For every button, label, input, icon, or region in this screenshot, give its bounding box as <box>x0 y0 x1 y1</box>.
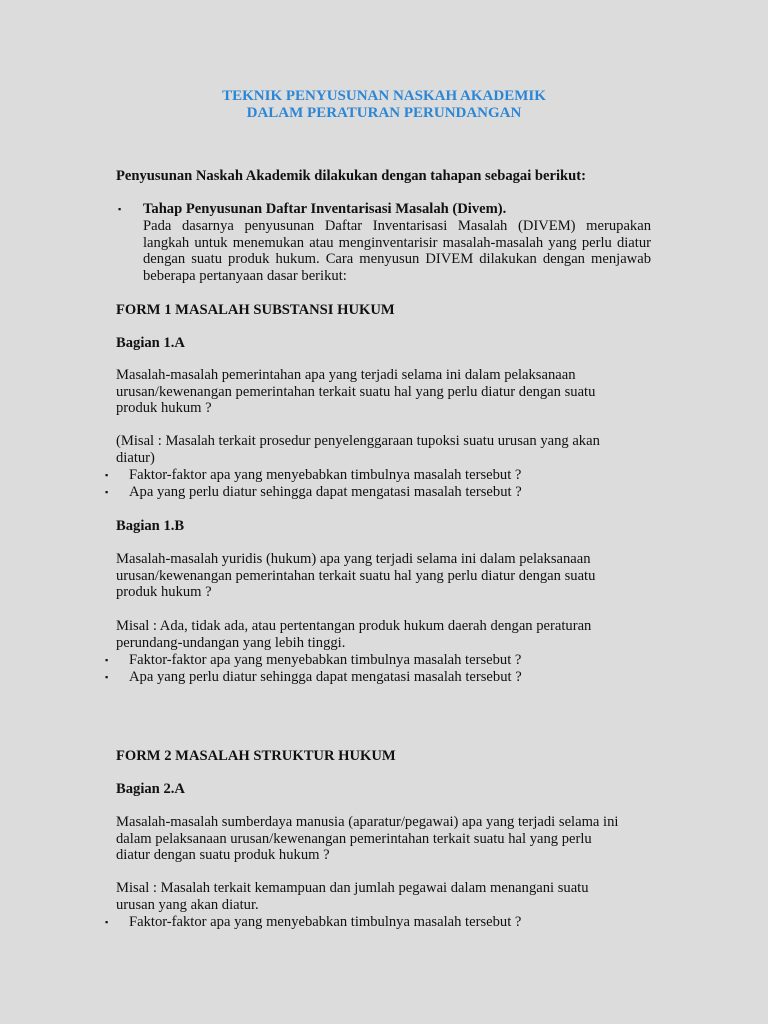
bagian-1a-line-1: Masalah-masalah pemerintahan apa yang terjadi selama ini dalam pelaksanaan <box>116 367 576 383</box>
tahap-heading: Tahap Penyusunan Daftar Inventarisasi Masalah (Divem). <box>143 201 507 217</box>
bagian-2a-bullet-1: Faktor-faktor apa yang menyebabkan timbulnya masalah tersebut ? <box>129 914 522 930</box>
document-title-line-1: TEKNIK PENYUSUNAN NASKAH AKADEMIK <box>222 88 546 104</box>
bagian-2a-misal-1: Misal : Masalah terkait kemampuan dan jumlah pegawai dalam menangani suatu <box>116 880 589 896</box>
bagian-1b-line-3: produk hukum ? <box>116 584 212 600</box>
bagian-1a-bullet-1: Faktor-faktor apa yang menyebabkan timbulnya masalah tersebut ? <box>129 467 522 483</box>
bagian-2a-misal-2: urusan yang akan diatur. <box>116 897 259 913</box>
bagian-2a-line-1: Masalah-masalah sumberdaya manusia (aparatur/pegawai) apa yang terjadi selama ini <box>116 814 619 830</box>
bagian-2a-line-3: diatur dengan suatu produk hukum ? <box>116 847 330 863</box>
tahap-bullet-icon: ▪ <box>118 204 122 214</box>
bagian-1a-misal-2: diatur) <box>116 450 155 466</box>
form2-heading: FORM 2 MASALAH STRUKTUR HUKUM <box>116 748 396 764</box>
bagian-1a-heading: Bagian 1.A <box>116 335 185 351</box>
bagian-1b-misal-1: Misal : Ada, tidak ada, atau pertentangan produk hukum daerah dengan peraturan <box>116 618 592 634</box>
bullet-icon: ▪ <box>105 655 109 665</box>
intro-text: Penyusunan Naskah Akademik dilakukan dengan tahapan sebagai berikut: <box>116 168 586 184</box>
tahap-body: Pada dasarnya penyusunan Daftar Inventarisasi Masalah (DIVEM) merupakan langkah untuk menemukan atau menginventarisir masalah-masalah yang perlu diatur dengan suatu produk hukum. Cara menyusun DIVEM dilakukan dengan menjawab beberapa pertanyaan dasar berikut: <box>143 218 651 284</box>
bagian-1a-line-3: produk hukum ? <box>116 400 212 416</box>
bagian-1b-bullet-2: Apa yang perlu diatur sehingga dapat mengatasi masalah tersebut ? <box>129 669 522 685</box>
bagian-1b-line-1: Masalah-masalah yuridis (hukum) apa yang terjadi selama ini dalam pelaksanaan <box>116 551 591 567</box>
bagian-2a-line-2: dalam pelaksanaan urusan/kewenangan pemerintahan terkait suatu hal yang perlu <box>116 831 592 847</box>
bullet-icon: ▪ <box>105 487 109 497</box>
form1-heading: FORM 1 MASALAH SUBSTANSI HUKUM <box>116 302 395 318</box>
bagian-1b-line-2: urusan/kewenangan pemerintahan terkait suatu hal yang perlu diatur dengan suatu <box>116 568 596 584</box>
bagian-1a-bullet-2: Apa yang perlu diatur sehingga dapat mengatasi masalah tersebut ? <box>129 484 522 500</box>
bagian-2a-heading: Bagian 2.A <box>116 781 185 797</box>
bagian-1a-misal-1: (Misal : Masalah terkait prosedur penyelenggaraan tupoksi suatu urusan yang akan <box>116 433 600 449</box>
bullet-icon: ▪ <box>105 917 109 927</box>
bagian-1b-heading: Bagian 1.B <box>116 518 185 534</box>
bagian-1b-bullet-1: Faktor-faktor apa yang menyebabkan timbulnya masalah tersebut ? <box>129 652 522 668</box>
document-title-line-2: DALAM PERATURAN PERUNDANGAN <box>246 105 522 121</box>
bullet-icon: ▪ <box>105 470 109 480</box>
bagian-1a-line-2: urusan/kewenangan pemerintahan terkait suatu hal yang perlu diatur dengan suatu <box>116 384 596 400</box>
bullet-icon: ▪ <box>105 672 109 682</box>
bagian-1b-misal-2: perundang-undangan yang lebih tinggi. <box>116 635 346 651</box>
